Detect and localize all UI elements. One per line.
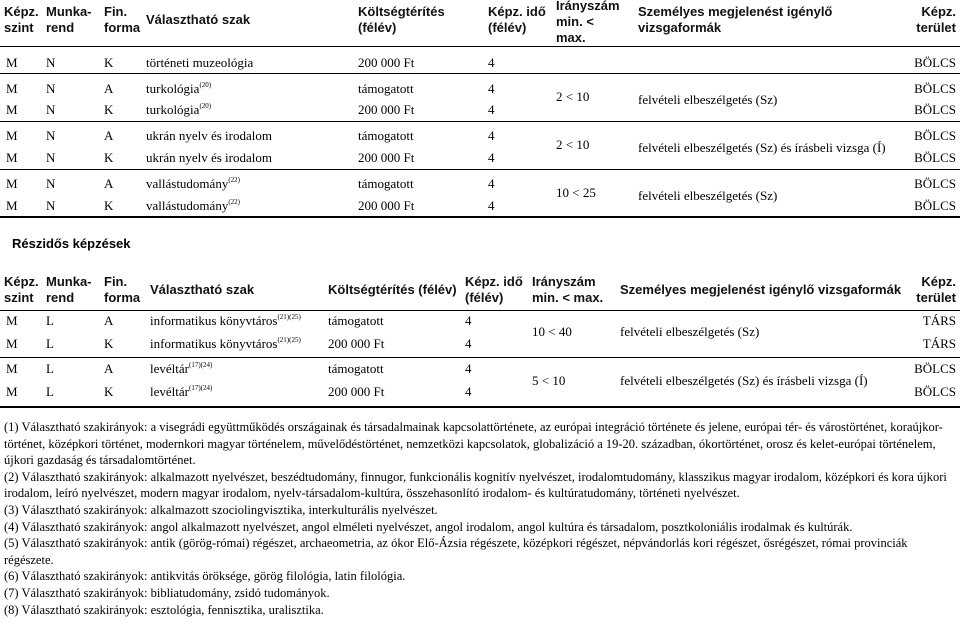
header-terulet: Képz. terület [916, 4, 956, 35]
cell-iranyszam: 2 < 10 [556, 89, 590, 104]
cell-fin-forma: A [104, 313, 114, 328]
cell-vizsgaforma: felvételi elbeszélgetés (Sz) [638, 92, 778, 107]
row-rule [0, 169, 960, 170]
cell-kepz-szint: M [6, 55, 18, 70]
header2-koltseg: Költségtérítés (félév) [328, 282, 457, 297]
cell-fin-forma: A [104, 81, 114, 96]
footnote-item: (7) Választható szakirányok: bibliatudomány, zsidó tudományok. [4, 585, 330, 600]
header-kepz-szint: Képz. szint [4, 4, 39, 35]
cell-fin-forma: K [104, 102, 114, 117]
cell-koltseg: 200 000 Ft [358, 55, 415, 70]
cell-terulet: BÖLCS [914, 128, 956, 143]
cell-koltseg: támogatott [358, 176, 414, 191]
header2-szemelyes: Személyes megjelenést igénylő vizsgaformák [620, 282, 902, 297]
cell-koltseg: támogatott [328, 313, 384, 328]
szak-name: turkológia [146, 102, 200, 117]
footnote-ref: (21)(25) [277, 336, 301, 344]
cell-munkarend: N [46, 128, 56, 143]
cell-terulet: TÁRS [922, 313, 956, 328]
cell-terulet: BÖLCS [914, 81, 956, 96]
cell-terulet: BÖLCS [914, 198, 956, 213]
cell-kepz-szint: M [6, 128, 18, 143]
footnote-item: (4) Választható szakirányok: angol alkalmazott nyelvészet, angol elméleti nyelvészet, angol irodalom, angol kultúra és társadalom, posztkoloniális irodalmak és kultúrák. [4, 519, 853, 534]
cell-kepz-szint: M [6, 176, 18, 191]
cell-koltseg: 200 000 Ft [358, 102, 415, 117]
cell-koltseg: 200 000 Ft [328, 384, 385, 399]
szak-name: vallástudomány [146, 176, 229, 191]
cell-fin-forma: K [104, 198, 114, 213]
cell-kepz-szint: M [6, 81, 18, 96]
header2-szak: Választható szak [150, 282, 255, 297]
cell-fin-forma: K [104, 55, 114, 70]
cell-fin-forma: K [104, 336, 114, 351]
cell-munkarend: N [46, 102, 56, 117]
header-munkarend: Munka- rend [46, 4, 92, 35]
cell-ido: 4 [465, 384, 472, 399]
footnote-ref: (21)(25) [277, 313, 301, 321]
header-szemelyes: Személyes megjelenést igénylő vizsgaformák [638, 4, 833, 35]
cell-ido: 4 [488, 198, 495, 213]
cell-szak [146, 55, 253, 71]
footnote-ref: (20) [199, 102, 212, 110]
szak-name: ukrán nyelv és irodalom [146, 150, 272, 165]
cell-kepz-szint: M [6, 336, 18, 351]
cell-szak [150, 313, 301, 329]
cell-koltseg: támogatott [358, 81, 414, 96]
szak-name: levéltár [150, 384, 189, 399]
cell-fin-forma: A [104, 176, 114, 191]
header2-munkarend: Munka- rend [46, 274, 92, 305]
cell-kepz-szint: M [6, 361, 18, 376]
szak-name: ukrán nyelv és irodalom [146, 128, 272, 143]
footnote-ref: (22) [228, 198, 240, 206]
szak-name: informatikus könyvtáros [150, 313, 278, 328]
szak-name: vallástudomány [146, 198, 229, 213]
cell-ido: 4 [465, 336, 472, 351]
cell-vizsgaforma: felvételi elbeszélgetés (Sz) [638, 188, 778, 203]
cell-ido: 4 [465, 361, 472, 376]
cell-munkarend: N [46, 150, 56, 165]
cell-terulet: BÖLCS [914, 150, 956, 165]
szak-name: történeti muzeológia [146, 55, 254, 70]
cell-iranyszam: 5 < 10 [532, 373, 566, 388]
cell-kepz-szint: M [6, 198, 18, 213]
cell-kepz-szint: M [6, 313, 18, 328]
cell-szak [146, 198, 240, 214]
cell-ido: 4 [488, 176, 495, 191]
cell-vizsgaforma: felvételi elbeszélgetés (Sz) és írásbeli vizsga (Í) [638, 140, 886, 155]
cell-szak [146, 81, 211, 97]
header2-iranyszam: Irányszám min. < max. [532, 274, 604, 305]
cell-munkarend: N [46, 81, 56, 96]
cell-kepz-szint: M [6, 150, 18, 165]
footnote-item: (2) Választható szakirányok: alkalmazott nyelvészet, beszédtudomány, finnugor, funkcionális kognitív nyelvészet, irodalomtudomány, klasszikus magyar irodalom, középkori és kora újkori irodalom, leíró nyelvészet, modern magyar irodalom, nyelv-társadalom-kultúra, összehasonlító irodalom- és kultúratudomány, történeti nyelvészet. [4, 469, 947, 501]
header-koltseg: Költségtérítés (félév) [358, 4, 445, 35]
header2-ido: Képz. idő (félév) [465, 274, 523, 305]
footnote-item: (1) Választható szakirányok: a visegrádi együttműködés országainak és társadalmainak kapcsolattörténete, az európai integráció története és jelene, európai tér- és várostörténet, koraújkor-történet, középkori történet, modernkori magyar történelem, művelődéstörténet, nemzetközi kapcsolatok, globalizáció a 19-20. században, ókortörténet, orosz és kelet-európai történelem, újkori gazdaság és társadalomtörténet. [4, 420, 943, 468]
cell-fin-forma: K [104, 384, 114, 399]
szak-name: turkológia [146, 81, 200, 96]
cell-szak [150, 384, 212, 400]
footnote-ref: (22) [228, 176, 240, 184]
cell-koltseg: támogatott [328, 361, 384, 376]
cell-ido: 4 [488, 128, 495, 143]
cell-szak [146, 150, 272, 166]
cell-koltseg: támogatott [358, 128, 414, 143]
footnotes [4, 419, 954, 618]
cell-terulet: BÖLCS [914, 176, 956, 191]
row-rule [0, 357, 960, 358]
table2-header-rule [0, 310, 960, 311]
cell-kepz-szint: M [6, 384, 18, 399]
cell-fin-forma: A [104, 128, 114, 143]
cell-vizsgaforma: felvételi elbeszélgetés (Sz) és írásbeli vizsga (Í) [620, 373, 868, 388]
cell-kepz-szint: M [6, 102, 18, 117]
cell-koltseg: 200 000 Ft [358, 198, 415, 213]
cell-ido: 4 [488, 102, 495, 117]
cell-fin-forma: A [104, 361, 114, 376]
table2-bottom-rule [0, 406, 960, 408]
cell-szak [146, 176, 240, 192]
table1-header-rule [0, 46, 960, 47]
cell-terulet: BÖLCS [914, 361, 956, 376]
header-ido: Képz. idő (félév) [488, 4, 546, 35]
header-iranyszam: Irányszám min. < max. [556, 0, 620, 45]
cell-iranyszam: 10 < 25 [556, 185, 596, 200]
cell-ido: 4 [488, 55, 495, 70]
header2-kepz-szint: Képz. szint [4, 274, 39, 305]
footnote-item: (3) Választható szakirányok: alkalmazott szociolingvisztika, interkulturális nyelvészet. [4, 502, 438, 517]
footnote-item: (8) Választható szakirányok: esztológia, fennisztika, uralisztika. [4, 602, 324, 617]
cell-iranyszam: 2 < 10 [556, 137, 590, 152]
cell-munkarend: L [46, 384, 54, 399]
cell-munkarend: L [46, 361, 54, 376]
cell-terulet: BÖLCS [914, 102, 956, 117]
footnote-ref: (17)(24) [188, 361, 213, 369]
cell-szak [150, 361, 212, 377]
cell-terulet: BÖLCS [914, 55, 956, 70]
footnote-item: (5) Választható szakirányok: antik (görög-római) régészet, archaeometria, az ókor Elő-Ázsia régészete, középkori régészet, népvándorlás kori régészet, ősrégészet, római provinciák régészete. [4, 536, 908, 567]
cell-terulet: TÁRS [922, 336, 956, 351]
cell-szak [146, 128, 272, 144]
header2-fin-forma: Fin. forma [104, 274, 141, 305]
row-rule [0, 73, 960, 74]
szak-name: informatikus könyvtáros [150, 336, 278, 351]
cell-fin-forma: K [104, 150, 114, 165]
cell-koltseg: 200 000 Ft [358, 150, 415, 165]
cell-munkarend: L [46, 336, 54, 351]
cell-szak [150, 336, 301, 352]
cell-munkarend: N [46, 198, 56, 213]
header-fin-forma: Fin. forma [104, 4, 141, 35]
cell-szak [146, 102, 211, 118]
table1-bottom-rule [0, 216, 960, 218]
szak-name: levéltár [150, 361, 189, 376]
section-title-reszidos: Részidős képzések [12, 236, 131, 251]
cell-iranyszam: 10 < 40 [532, 324, 572, 339]
row-rule [0, 121, 960, 122]
header2-terulet: Képz. terület [916, 274, 956, 305]
cell-koltseg: 200 000 Ft [328, 336, 385, 351]
footnote-ref: (17)(24) [188, 384, 213, 392]
footnote-item: (6) Választható szakirányok: antikvitás öröksége, görög filológia, latin filológia. [4, 569, 406, 584]
cell-ido: 4 [488, 81, 495, 96]
cell-ido: 4 [488, 150, 495, 165]
cell-terulet: BÖLCS [914, 384, 956, 399]
cell-munkarend: N [46, 55, 56, 70]
cell-ido: 4 [465, 313, 472, 328]
footnote-ref: (20) [199, 81, 212, 89]
cell-munkarend: N [46, 176, 56, 191]
header-szak: Választható szak [146, 12, 251, 27]
cell-vizsgaforma: felvételi elbeszélgetés (Sz) [620, 324, 760, 339]
cell-munkarend: L [46, 313, 54, 328]
